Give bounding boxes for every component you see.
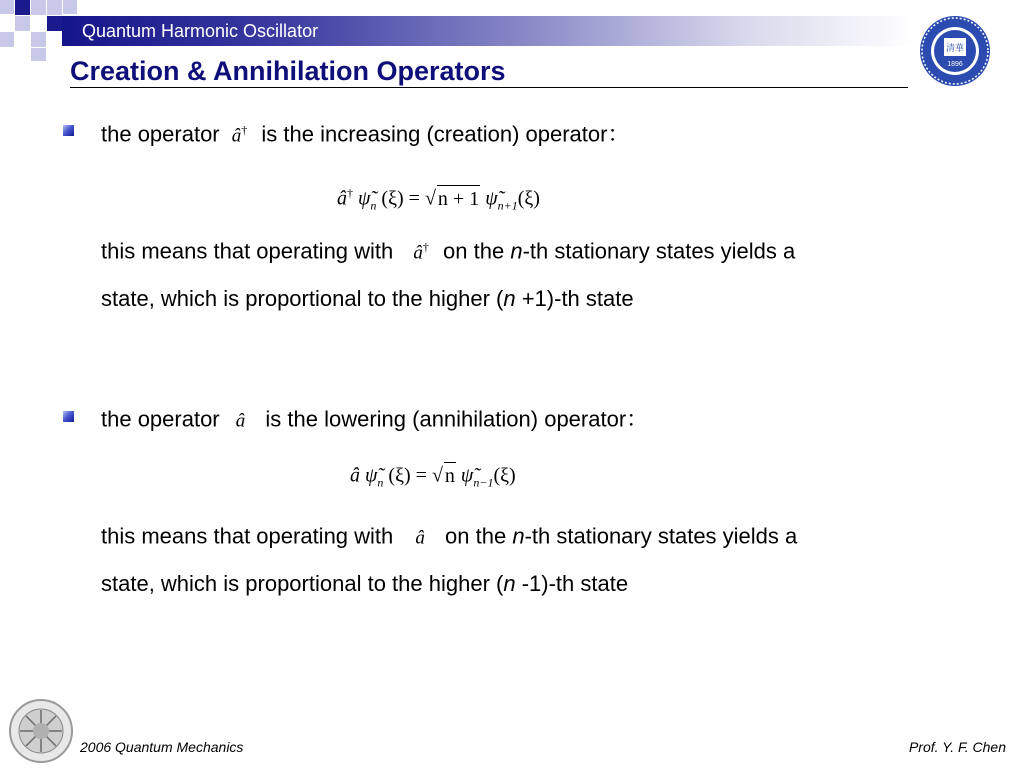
eq-argument-rhs: (ξ) xyxy=(493,464,516,487)
eq-operator: â xyxy=(350,464,360,487)
bullet-2-intro xyxy=(101,401,648,435)
creation-operator xyxy=(232,116,248,150)
creation-operator-inline xyxy=(413,233,429,267)
expl-line2-prefix: state, which is proportional to the higher ( xyxy=(101,286,504,311)
bullet-1-explanation-line2 xyxy=(101,285,634,313)
expl-mid: on the xyxy=(445,523,507,549)
eq-dagger: † xyxy=(347,186,353,200)
eq-argument: (ξ) = xyxy=(381,187,420,210)
expl-line2-prefix: state, which is proportional to the higher ( xyxy=(101,571,504,596)
bullet-marker xyxy=(63,411,74,422)
corner-square xyxy=(0,0,14,14)
logo-year: 1896 xyxy=(947,61,963,68)
expl-line2-suffix: -1)-th state xyxy=(521,571,629,596)
creation-equation: â† $\psĩ_n$ (ξ) = √ n + 1 $\psĩ_{n+1}(\xi)$ xyxy=(337,186,540,213)
eq-subscript-rhs: n+1 xyxy=(497,198,518,213)
eq-psi-rhs: ψ̃ xyxy=(485,187,498,210)
operator-symbol: â xyxy=(235,410,246,432)
eq-argument: (ξ) = xyxy=(388,464,427,487)
operator-symbol: â xyxy=(413,242,423,264)
eq-operator: â xyxy=(337,187,347,210)
annihilation-operator xyxy=(236,401,246,435)
expl-n: n xyxy=(510,238,523,264)
expl-prefix: this means that operating with xyxy=(101,238,394,264)
eq-psi-rhs: ψ̃ xyxy=(460,464,474,487)
corner-square xyxy=(15,16,30,31)
corner-square xyxy=(63,0,77,14)
expl-mid-2: -th stationary states yields a xyxy=(524,523,798,549)
eq-subscript-rhs: n−1 xyxy=(473,475,494,490)
eq-argument-rhs: (ξ) xyxy=(517,187,540,210)
expl-line2-n: n xyxy=(503,571,516,596)
expl-n: n xyxy=(512,523,525,549)
corner-square xyxy=(31,32,46,47)
corner-square xyxy=(47,16,62,31)
expl-line2-n: n xyxy=(503,286,516,311)
bullet-2-explanation-line2 xyxy=(101,570,628,598)
eq-sqrt: n + 1 xyxy=(437,185,480,212)
bullet-1-intro xyxy=(101,116,629,150)
annihilation-equation: â $\psĩ_n$ (ξ) = √ n $\psĩ_{n-1}(\xi)$ xyxy=(350,457,516,496)
title-underline xyxy=(70,87,908,88)
footer-author: Prof. Y. F. Chen xyxy=(908,739,1006,755)
university-logo xyxy=(918,14,992,88)
expl-line2-suffix: +1)-th state xyxy=(521,286,634,311)
expl-mid: on the xyxy=(443,238,505,264)
corner-square xyxy=(31,0,46,15)
intro-prefix: the operator xyxy=(101,121,220,147)
intro-prefix: the operator xyxy=(101,406,220,432)
corner-square xyxy=(31,48,46,61)
intro-suffix: is the increasing (creation) operator： xyxy=(261,121,630,147)
bullet-marker xyxy=(63,125,74,136)
bullet-2-explanation-line1 xyxy=(101,518,797,552)
annihilation-operator-inline xyxy=(415,518,425,552)
section-title: Quantum Harmonic Oscillator xyxy=(82,21,319,41)
expl-mid-2: -th stationary states yields a xyxy=(522,238,796,264)
operator-symbol: â xyxy=(231,125,242,147)
eq-subscript: n xyxy=(377,475,384,490)
logo-text: 清華 xyxy=(945,44,965,54)
expl-prefix: this means that operating with xyxy=(101,523,394,549)
corner-square xyxy=(0,32,14,47)
bullet-1-explanation-line1 xyxy=(101,233,795,267)
eq-psi: ψ̃ xyxy=(365,464,378,487)
corner-square xyxy=(15,0,30,15)
footer-seal-logo xyxy=(4,696,78,766)
operator-dagger: † xyxy=(422,240,429,254)
eq-subscript: n xyxy=(370,198,377,213)
corner-square xyxy=(47,0,62,15)
operator-symbol: â xyxy=(415,527,425,549)
slide-title: Creation & Annihilation Operators xyxy=(70,56,506,86)
eq-psi: ψ̃ xyxy=(358,187,371,210)
footer-course: 2006 Quantum Mechanics xyxy=(80,739,244,755)
intro-suffix: is the lowering (annihilation) operator： xyxy=(265,406,649,432)
eq-sqrt: n xyxy=(444,462,456,489)
operator-dagger: † xyxy=(241,123,248,137)
